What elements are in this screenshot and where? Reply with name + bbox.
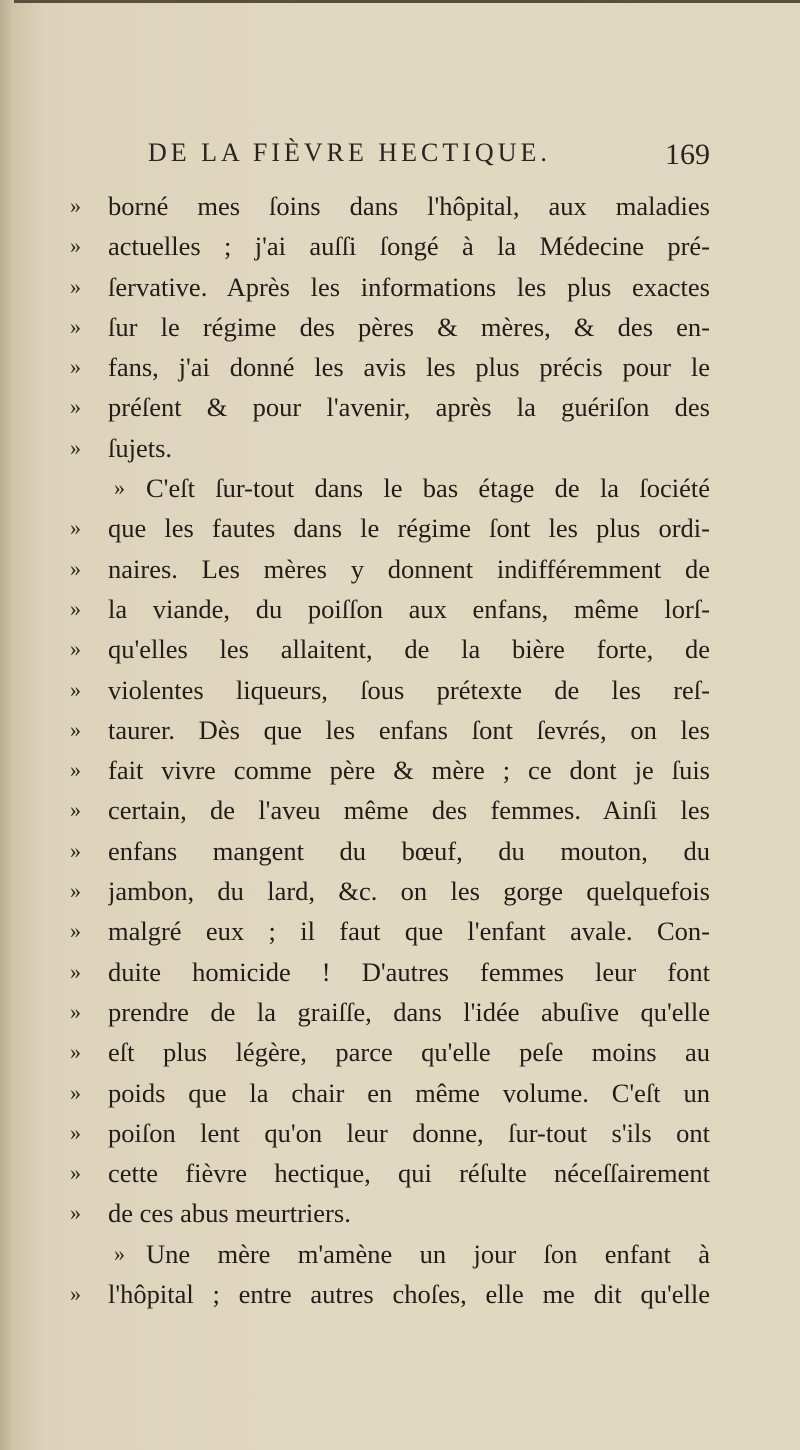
running-title: DE LA FIÈVRE HECTIQUE. <box>148 138 551 167</box>
text-line <box>70 307 710 347</box>
quote-mark: » <box>70 636 81 662</box>
quote-mark: » <box>70 716 81 742</box>
text-line <box>70 1113 710 1153</box>
quote-mark: » <box>70 1039 81 1065</box>
body-text <box>70 186 710 1314</box>
page-gutter <box>0 0 14 1450</box>
text-line <box>70 911 710 951</box>
line-text: poids que la chair en même volume. C'eſt un <box>108 1077 710 1108</box>
text-line <box>70 428 710 468</box>
quote-mark: » <box>70 1160 81 1186</box>
quote-mark: » <box>70 998 81 1024</box>
text-line <box>70 1193 710 1233</box>
page-header <box>148 138 710 178</box>
paragraph-start-line <box>70 468 710 508</box>
quote-mark: » <box>70 676 81 702</box>
line-text: malgré eux ; il faut que l'enfant avale. Con- <box>108 916 710 947</box>
quote-mark: » <box>70 354 81 380</box>
text-line <box>70 1073 710 1113</box>
line-text: fans, j'ai donné les avis les plus précis pour le <box>108 352 710 383</box>
text-line <box>70 347 710 387</box>
text-line <box>70 549 710 589</box>
quote-mark: » <box>70 1200 81 1226</box>
line-text: jambon, du lard, &c. on les gorge quelquefois <box>108 876 710 907</box>
quote-mark: » <box>70 1079 81 1105</box>
quote-mark: » <box>70 273 81 299</box>
line-text: borné mes ſoins dans l'hôpital, aux maladies <box>108 191 710 221</box>
paragraph-start-line <box>70 1234 710 1274</box>
line-text: que les fautes dans le régime ſont les plus ordi- <box>108 513 710 544</box>
text-line <box>70 952 710 992</box>
text-line <box>70 629 710 669</box>
quote-mark: » <box>70 193 81 218</box>
text-line <box>70 1274 710 1314</box>
text-line <box>70 1032 710 1072</box>
line-text: qu'elles les allaitent, de la bière forte, de <box>108 634 710 665</box>
text-line <box>70 1153 710 1193</box>
quote-mark: » <box>70 394 81 420</box>
line-text: Une mère m'amène un jour ſon enfant à <box>146 1238 710 1269</box>
text-line <box>70 790 710 830</box>
line-text: poiſon lent qu'on leur donne, ſur-tout s'ils ont <box>108 1117 710 1148</box>
text-line <box>70 589 710 629</box>
quote-mark: » <box>70 797 81 823</box>
text-line <box>70 831 710 871</box>
line-text: prendre de la graiſſe, dans l'idée abuſive qu'elle <box>108 996 710 1027</box>
quote-mark: » <box>70 434 81 460</box>
text-line <box>70 992 710 1032</box>
text-line <box>70 186 710 226</box>
line-text: enfans mangent du bœuf, du mouton, du <box>108 835 710 866</box>
quote-mark: » <box>70 1281 81 1307</box>
line-text: actuelles ; j'ai auſſi ſongé à la Médecine pré- <box>108 231 710 262</box>
text-line <box>70 670 710 710</box>
line-text: de ces abus meurtriers. <box>108 1198 351 1229</box>
page-number: 169 <box>665 138 710 171</box>
text-line <box>70 871 710 911</box>
quote-mark: » <box>70 595 81 621</box>
quote-mark: » <box>70 1119 81 1145</box>
line-text: ſur le régime des pères & mères, & des en- <box>108 311 710 342</box>
quote-mark: » <box>70 757 81 783</box>
line-text: taurer. Dès que les enfans ſont ſevrés, on les <box>108 714 710 745</box>
line-text: l'hôpital ; entre autres choſes, elle me dit qu'elle <box>108 1279 710 1310</box>
quote-mark: » <box>70 878 81 904</box>
line-text: violentes liqueurs, ſous prétexte de les reſ- <box>108 674 710 705</box>
line-text: ſervative. Après les informations les plus exactes <box>108 271 710 302</box>
text-line <box>70 710 710 750</box>
quote-mark: » <box>70 837 81 863</box>
line-text: eſt plus légère, parce qu'elle peſe moins au <box>108 1037 710 1068</box>
line-text: certain, de l'aveu même des femmes. Ainſi les <box>108 795 710 826</box>
quote-mark: » <box>114 1240 125 1266</box>
quote-mark: » <box>70 918 81 944</box>
line-text: préſent & pour l'avenir, après la guériſon des <box>108 392 710 423</box>
quote-mark: » <box>70 555 81 581</box>
text-line <box>70 226 710 266</box>
line-text: la viande, du poiſſon aux enfans, même lorſ- <box>108 593 710 624</box>
text-line <box>70 508 710 548</box>
line-text: ſujets. <box>108 432 173 463</box>
quote-mark: » <box>70 958 81 984</box>
quote-mark: » <box>70 515 81 541</box>
quote-mark: » <box>70 313 81 339</box>
line-text: duite homicide ! D'autres femmes leur font <box>108 956 710 987</box>
quote-mark: » <box>70 233 81 259</box>
line-text: fait vivre comme père & mère ; ce dont je ſuis <box>108 755 710 786</box>
quote-mark: » <box>114 475 125 501</box>
line-text: naires. Les mères y donnent indifféremment de <box>108 553 710 584</box>
line-text: C'eſt ſur-tout dans le bas étage de la ſociété <box>146 473 710 504</box>
text-line <box>70 387 710 427</box>
text-line <box>70 750 710 790</box>
line-text: cette fièvre hectique, qui réſulte néceſſairement <box>108 1158 710 1189</box>
text-line <box>70 267 710 307</box>
